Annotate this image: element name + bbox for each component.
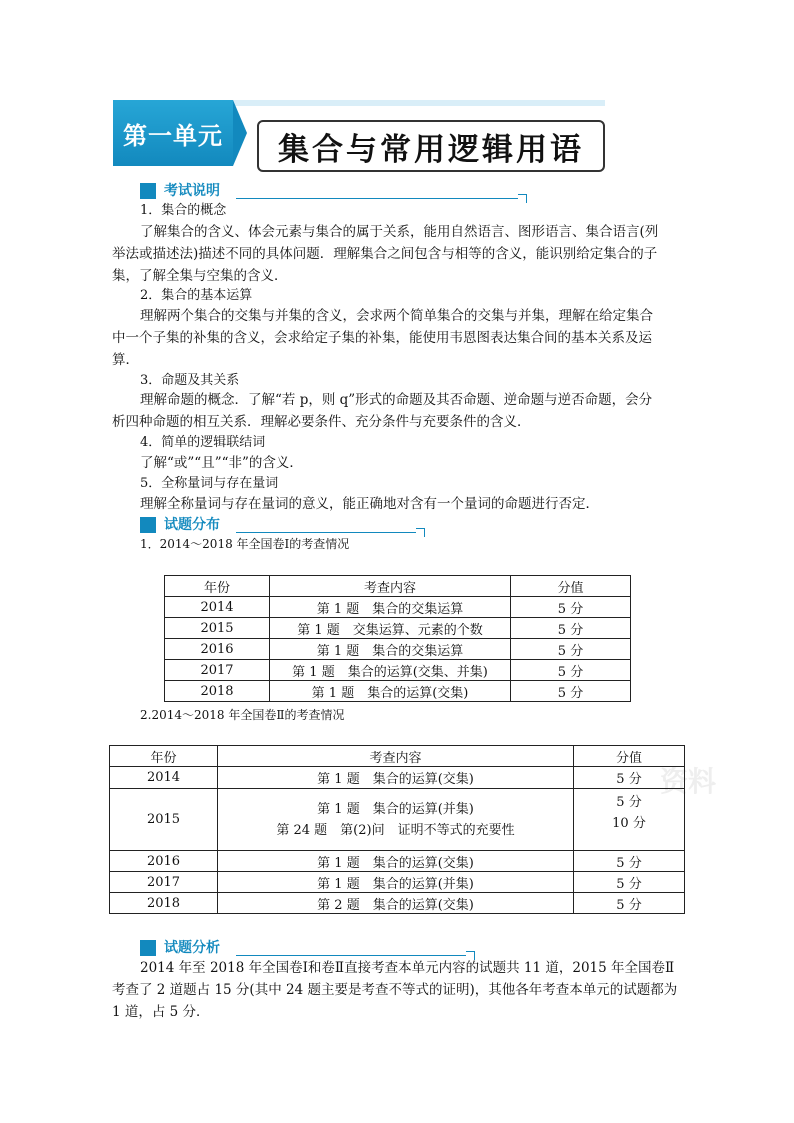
table-header-row bbox=[165, 576, 631, 597]
cell-score: 5 分 bbox=[511, 681, 631, 702]
item-line: 了解“或”“且”“非”的含义． bbox=[140, 455, 303, 471]
cell-score: 5 分 bbox=[511, 660, 631, 681]
cell-year: 2017 bbox=[165, 660, 270, 681]
cell-year: 2014 bbox=[165, 597, 270, 618]
cell-content: 第 1 题 集合的运算(交集) bbox=[218, 851, 574, 872]
section-title: 试题分布 bbox=[164, 517, 220, 533]
cell-content: 第 1 题 集合的运算(交集) bbox=[270, 681, 511, 702]
analysis-line: 考查了 2 道题占 15 分(其中 24 题主要是考查不等式的证明)，其他各年考查本单元的试题都为 bbox=[112, 982, 678, 998]
cell-score: 5 分 bbox=[511, 597, 631, 618]
cell-score: 5 分 bbox=[574, 767, 685, 789]
unit-label: 第一单元 bbox=[113, 100, 233, 166]
cell-content: 第 1 题 集合的运算(交集、并集) bbox=[270, 660, 511, 681]
cell-score: 5 分 bbox=[574, 872, 685, 893]
cell-year: 2018 bbox=[110, 893, 218, 914]
table-row bbox=[110, 872, 685, 893]
cell-score bbox=[574, 789, 685, 851]
table1-caption: 1．2014～2018 年全国卷Ⅰ的考查情况 bbox=[140, 537, 350, 551]
table-row bbox=[110, 767, 685, 789]
analysis-line: 2014 年至 2018 年全国卷Ⅰ和卷Ⅱ直接考查本单元内容的试题共 11 道，2015 年全国卷Ⅱ bbox=[140, 960, 675, 976]
table-row bbox=[110, 893, 685, 914]
col-year: 年份 bbox=[110, 746, 218, 767]
section-rule bbox=[236, 198, 518, 199]
section-square-icon bbox=[140, 517, 156, 533]
cell-content-line: 第 24 题 第(2)问 证明不等式的充要性 bbox=[276, 822, 515, 838]
cell-score-line: 10 分 bbox=[612, 816, 646, 831]
item-line: 析四种命题的相互关系．理解必要条件、充分条件与充要条件的含义． bbox=[112, 414, 531, 430]
item-heading: 2．集合的基本运算 bbox=[140, 288, 253, 303]
col-content: 考查内容 bbox=[218, 746, 574, 767]
table-national-2 bbox=[109, 745, 685, 914]
unit-title: 集合与常用逻辑用语 bbox=[257, 120, 605, 172]
cell-year: 2016 bbox=[165, 639, 270, 660]
cell-content bbox=[218, 789, 574, 851]
table2-caption: 2.2014～2018 年全国卷Ⅱ的考查情况 bbox=[140, 708, 345, 722]
section-square-icon bbox=[140, 183, 156, 199]
item-line: 理解全称量词与存在量词的意义，能正确地对含有一个量词的命题进行否定． bbox=[140, 496, 599, 512]
table-row bbox=[165, 660, 631, 681]
cell-year: 2015 bbox=[110, 789, 218, 851]
section-title: 试题分析 bbox=[164, 940, 220, 956]
cell-content: 第 1 题 集合的运算(交集) bbox=[218, 767, 574, 789]
cell-score: 5 分 bbox=[511, 618, 631, 639]
section-rule bbox=[236, 955, 466, 956]
unit-arrow bbox=[233, 100, 247, 166]
section-rule bbox=[236, 532, 416, 533]
table-national-1 bbox=[164, 575, 631, 702]
col-score: 分值 bbox=[574, 746, 685, 767]
unit-banner bbox=[113, 100, 605, 170]
section-title: 考试说明 bbox=[164, 183, 220, 199]
table-row bbox=[165, 597, 631, 618]
cell-year: 2014 bbox=[110, 767, 218, 789]
item-heading: 1．集合的概念 bbox=[140, 203, 227, 218]
section-square-icon bbox=[140, 940, 156, 956]
item-line: 举法或描述法)描述不同的具体问题．理解集合之间包含与相等的含义，能识别给定集合的子 bbox=[112, 246, 658, 262]
cell-content: 第 1 题 交集运算、元素的个数 bbox=[270, 618, 511, 639]
table-row bbox=[165, 639, 631, 660]
col-year: 年份 bbox=[165, 576, 270, 597]
item-line: 算． bbox=[112, 352, 139, 368]
analysis-line: 1 道，占 5 分． bbox=[112, 1004, 210, 1020]
section-rule-cap bbox=[416, 528, 425, 537]
cell-score: 5 分 bbox=[511, 639, 631, 660]
cell-content: 第 1 题 集合的交集运算 bbox=[270, 639, 511, 660]
col-score: 分值 bbox=[511, 576, 631, 597]
item-line: 理解命题的概念．了解“若 p，则 q”形式的命题及其否命题、逆命题与逆否命题，会分 bbox=[140, 392, 653, 408]
item-heading: 4．简单的逻辑联结词 bbox=[140, 435, 266, 450]
table-row bbox=[165, 681, 631, 702]
cell-year: 2017 bbox=[110, 872, 218, 893]
cell-year: 2018 bbox=[165, 681, 270, 702]
cell-content: 第 2 题 集合的运算(交集) bbox=[218, 893, 574, 914]
cell-content: 第 1 题 集合的运算(并集) bbox=[218, 872, 574, 893]
item-line: 理解两个集合的交集与并集的含义，会求两个简单集合的交集与并集，理解在给定集合 bbox=[140, 308, 653, 324]
col-content: 考查内容 bbox=[270, 576, 511, 597]
cell-score: 5 分 bbox=[574, 893, 685, 914]
item-heading: 3．命题及其关系 bbox=[140, 373, 240, 388]
item-line: 集，了解全集与空集的含义． bbox=[112, 268, 288, 284]
table-row bbox=[110, 851, 685, 872]
table-header-row bbox=[110, 746, 685, 767]
item-line: 了解集合的含义、体会元素与集合的属于关系，能用自然语言、图形语言、集合语言(列 bbox=[140, 224, 659, 240]
item-heading: 5．全称量词与存在量词 bbox=[140, 476, 279, 491]
cell-score-line: 5 分 bbox=[616, 795, 642, 810]
table-row bbox=[165, 618, 631, 639]
cell-year: 2016 bbox=[110, 851, 218, 872]
cell-content-line: 第 1 题 集合的运算(并集) bbox=[317, 801, 474, 817]
section-rule-cap bbox=[518, 194, 527, 203]
watermark: 资料 bbox=[660, 765, 717, 798]
table-row bbox=[110, 789, 685, 851]
cell-score: 5 分 bbox=[574, 851, 685, 872]
item-line: 中一个子集的补集的含义，会求给定子集的补集，能使用韦恩图表达集合间的基本关系及运 bbox=[112, 330, 652, 346]
cell-content: 第 1 题 集合的交集运算 bbox=[270, 597, 511, 618]
cell-year: 2015 bbox=[165, 618, 270, 639]
